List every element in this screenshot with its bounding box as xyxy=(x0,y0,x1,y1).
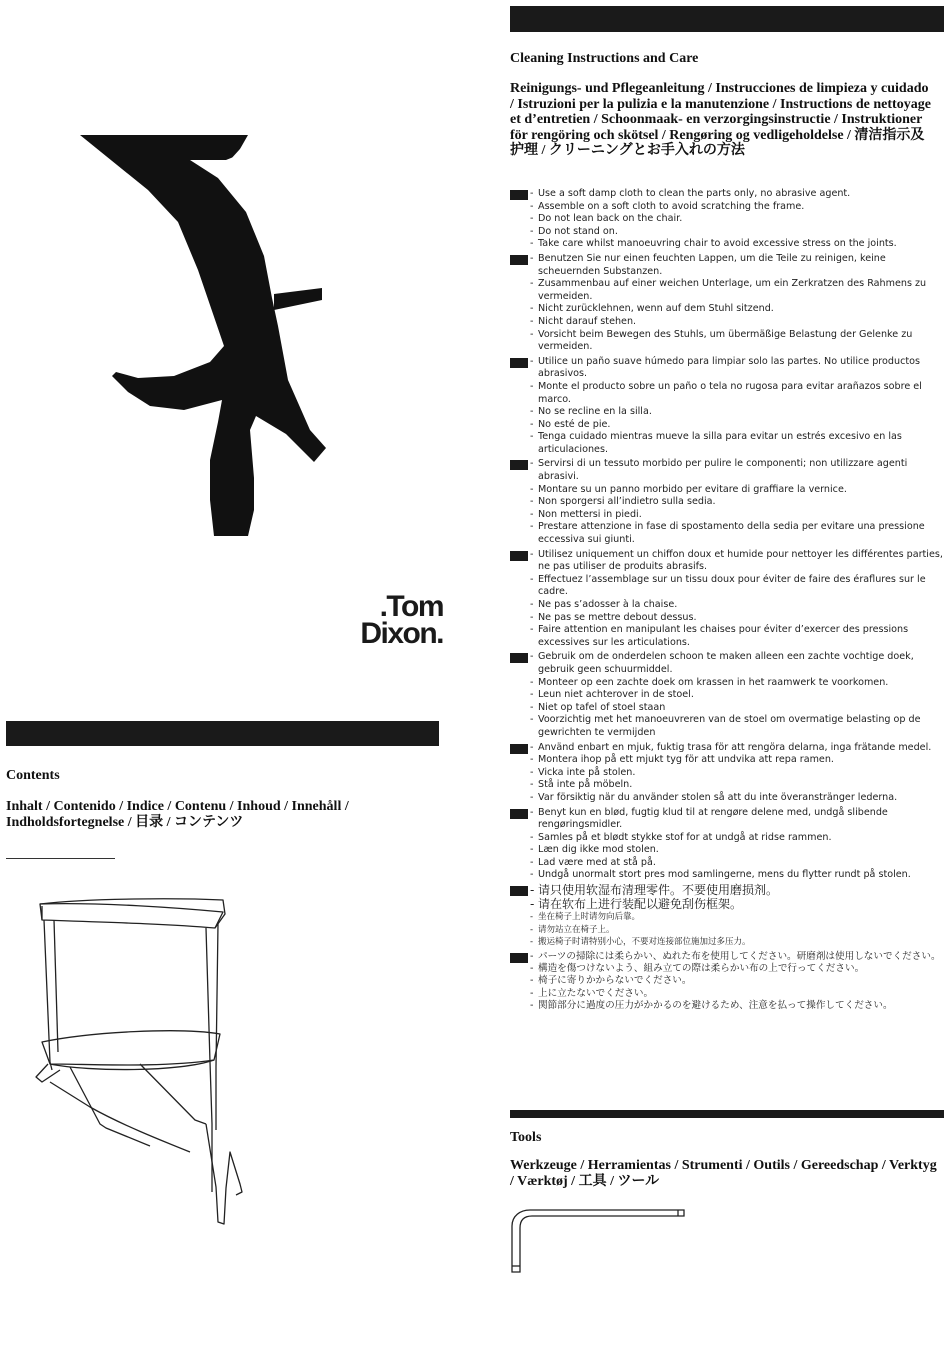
language-marker-icon xyxy=(510,953,528,963)
instruction-line: - Leun niet achterover in de stoel. xyxy=(530,689,945,702)
instruction-line: - Använd enbart en mjuk, fuktig trasa för att rengöra delarna, inga frätande medel. xyxy=(530,742,945,755)
contents-title: Contents xyxy=(6,768,60,783)
instruction-line: - No esté de pie. xyxy=(530,419,945,432)
instruction-line: - Non mettersi in piedi. xyxy=(530,509,945,522)
instruction-block-en xyxy=(510,188,945,251)
instruction-line: - Ne pas se mettre debout dessus. xyxy=(530,612,945,625)
instruction-line: - Ne pas s’adosser à la chaise. xyxy=(530,599,945,612)
instruction-line: - Tenga cuidado mientras mueve la silla para evitar un estrés excesivo en las articulaciones. xyxy=(530,431,945,456)
contents-languages: Inhalt / Contenido / Indice / Contenu / Inhoud / Innehåll / Indholdsfortegnelse / 目录 / コンテンツ xyxy=(6,799,349,830)
instruction-line: - Nicht darauf stehen. xyxy=(530,316,945,329)
language-marker-icon xyxy=(510,255,528,265)
instruction-block-nl xyxy=(510,651,945,739)
instruction-line: - Voorzichtig met het manoeuvreren van de stoel om overmatige belasting op de gewrichten te vermijden xyxy=(530,714,945,739)
instruction-block-sv xyxy=(510,742,945,805)
cleaning-header-bar xyxy=(510,6,944,32)
instruction-line: - パーツの掃除には柔らかい、ぬれた布を使用してください。研磨剤は使用しないでください。 xyxy=(530,951,945,963)
language-marker-icon xyxy=(510,358,528,368)
instruction-line: - Servirsi di un tessuto morbido per pulire le componenti; non utilizzare agenti abrasivi. xyxy=(530,458,945,483)
language-marker-icon xyxy=(510,460,528,470)
instruction-line: - Monte el producto sobre un paño o tela no rugosa para evitar arañazos sobre el marco. xyxy=(530,381,945,406)
instruction-block-zh xyxy=(510,884,945,949)
logo-line-2: Dixon. xyxy=(360,617,443,650)
instruction-block-de xyxy=(510,253,945,354)
instruction-line: - Utilisez uniquement un chiffon doux et humide pour nettoyer les différentes parties, ne pas utiliser de produits abrasifs. xyxy=(530,549,945,574)
instruction-line: - Non sporgersi all’indietro sulla sedia. xyxy=(530,496,945,509)
language-marker-icon xyxy=(510,744,528,754)
tools-languages: Werkzeuge / Herramientas / Strumenti / Outils / Gereedschap / Verktyg / Værktøj / 工具 / ツール xyxy=(510,1158,937,1189)
language-marker-icon xyxy=(510,809,528,819)
instruction-block-it xyxy=(510,458,945,546)
language-marker-icon xyxy=(510,551,528,561)
instruction-line: - Use a soft damp cloth to clean the parts only, no abrasive agent. xyxy=(530,188,945,201)
instruction-line: - No se recline en la silla. xyxy=(530,406,945,419)
allen-key-icon xyxy=(508,1208,688,1283)
instruction-line: - Stå inte på möbeln. xyxy=(530,779,945,792)
cleaning-title: Cleaning Instructions and Care xyxy=(510,51,699,66)
instruction-line: - Niet op tafel of stoel staan xyxy=(530,702,945,715)
instruction-line: - 搬运椅子时请特别小心，不要对连接部位施加过多压力。 xyxy=(530,936,945,949)
instruction-line: - Undgå unormalt stort pres mod samlingerne, mens du flytter rundt på stolen. xyxy=(530,869,945,882)
instruction-line: - 関節部分に過度の圧力がかかるのを避けるため、注意を払って操作してください。 xyxy=(530,1000,945,1012)
language-marker-icon xyxy=(510,190,528,200)
instruction-line: - Montare su un panno morbido per evitare di graffiare la vernice. xyxy=(530,484,945,497)
instruction-line: - Take care whilst manoeuvring chair to avoid excessive stress on the joints. xyxy=(530,238,945,251)
language-marker-icon xyxy=(510,653,528,663)
instruction-line: - Assemble on a soft cloth to avoid scratching the frame. xyxy=(530,201,945,214)
instruction-line: - Vicka inte på stolen. xyxy=(530,767,945,780)
instruction-line: - Montera ihop på ett mjukt tyg för att undvika att repa ramen. xyxy=(530,754,945,767)
instruction-block-ja xyxy=(510,951,945,1013)
instruction-line: - 请勿站立在椅子上。 xyxy=(530,924,945,937)
brand-logo xyxy=(318,590,443,650)
instruction-line: - 坐在椅子上时请勿向后靠。 xyxy=(530,911,945,924)
instruction-line: - 椅子に寄りかからないでください。 xyxy=(530,975,945,987)
instruction-line: - Prestare attenzione in fase di spostamento della sedia per evitare una pressione eccessiva sui giunti. xyxy=(530,521,945,546)
instruction-line: - Nicht zurücklehnen, wenn auf dem Stuhl sitzend. xyxy=(530,303,945,316)
tools-header-bar xyxy=(510,1110,944,1118)
instruction-line: - Zusammenbau auf einer weichen Unterlage, um ein Zerkratzen des Rahmens zu vermeiden. xyxy=(530,278,945,303)
instruction-list xyxy=(510,188,945,1015)
instruction-line: - 上に立たないでください。 xyxy=(530,988,945,1000)
instruction-line: - Utilice un paño suave húmedo para limpiar solo las partes. No utilice productos abrasivos. xyxy=(530,356,945,381)
instruction-line: - Vorsicht beim Bewegen des Stuhls, um übermäßige Belastung der Gelenke zu vermeiden. xyxy=(530,329,945,354)
chair-silhouette-icon xyxy=(78,130,328,545)
instruction-line: - 请在软布上进行装配以避免刮伤框架。 xyxy=(530,898,945,912)
instruction-line: - Effectuez l’assemblage sur un tissu doux pour éviter de faire des éraflures sur le cadre. xyxy=(530,574,945,599)
instruction-line: - Samles på et blødt stykke stof for at undgå at ridse rammen. xyxy=(530,832,945,845)
instruction-line: - Do not lean back on the chair. xyxy=(530,213,945,226)
tools-title: Tools xyxy=(510,1130,542,1145)
instruction-line: - Gebruik om de onderdelen schoon te maken alleen een zachte vochtige doek, gebruik geen schuurmiddel. xyxy=(530,651,945,676)
cleaning-languages: Reinigungs- und Pflegeanleitung / Instrucciones de limpieza y cuidado / Istruzioni per la pulizia e la manutenzione / Instructions de nettoyage et d’entretien / Schoonmaak- en verzorgingsinstructie / Instruktioner för rengöring och skötsel / Rengøring og vedligeholdelse / 清洁指示及护理 / クリーニングとお手入れの方法 xyxy=(510,81,931,158)
instruction-block-es xyxy=(510,356,945,457)
instruction-line: - Var försiktig när du använder stolen så att du inte överanstränger lederna. xyxy=(530,792,945,805)
instruction-line: - Do not stand on. xyxy=(530,226,945,239)
instruction-line: - Læn dig ikke mod stolen. xyxy=(530,844,945,857)
instruction-line: - Benutzen Sie nur einen feuchten Lappen, um die Teile zu reinigen, keine scheuernden Substanzen. xyxy=(530,253,945,278)
contents-divider xyxy=(6,858,115,859)
instruction-line: - Faire attention en manipulant les chaises pour éviter d’exercer des pressions excessives sur les articulations. xyxy=(530,624,945,649)
contents-header-bar xyxy=(6,721,439,746)
logo-line-1: .Tom xyxy=(379,590,443,623)
instruction-line: - Monteer op een zachte doek om krassen in het raamwerk te voorkomen. xyxy=(530,677,945,690)
instruction-line: - 構造を傷つけないよう、組み立ての際は柔らかい布の上で行ってください。 xyxy=(530,963,945,975)
instruction-line: - Benyt kun en blød, fugtig klud til at rengøre delene med, undgå slibende rengøringsmidler. xyxy=(530,807,945,832)
instruction-line: - Lad være med at stå på. xyxy=(530,857,945,870)
instruction-line: - 请只使用软湿布清理零件。不要使用磨损剂。 xyxy=(530,884,945,898)
language-marker-icon xyxy=(510,886,528,896)
instruction-block-da xyxy=(510,807,945,883)
instruction-block-fr xyxy=(510,549,945,650)
chair-line-drawing-icon xyxy=(30,892,245,1232)
